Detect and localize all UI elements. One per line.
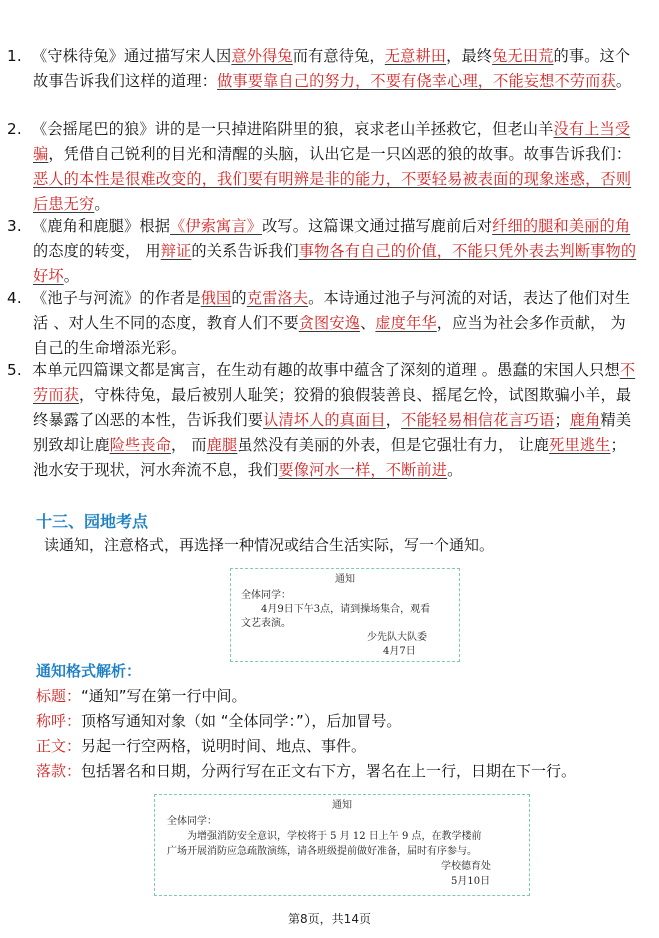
item-number: 4.	[7, 289, 22, 307]
format-row-body	[36, 734, 366, 758]
format-heading: 通知格式解析：	[36, 662, 142, 680]
item-text: ；	[554, 411, 570, 429]
format-text: “通知”写在第一行中间。	[81, 687, 247, 705]
item-text: ，守株待兔，最后被别人耻笑；狡猾的狼假装善良、摇尾乞怜，试图欺骗小羊，最终暴露了凶恶的本性，告诉我们要	[33, 386, 632, 429]
answer-text: 恶人的本性是很难改变的，我们要有明辨是非的能力，不要轻易被表面的现象迷惑，否则后患无穷	[33, 170, 632, 213]
item-text: ，最终	[446, 47, 493, 65]
answer-text: 俄国	[200, 289, 232, 307]
answer-text: 做事要靠自己的努力，不要有侥幸心理，不能妄想不劳而获	[217, 72, 616, 90]
format-row-title	[36, 684, 247, 708]
notice-body-line-2: 文艺表演。	[241, 618, 291, 629]
item-number: 1.	[7, 47, 22, 65]
list-item-4	[7, 286, 637, 361]
item-text: 虽然没有美丽的外表，但是它强壮有力， 让鹿	[237, 436, 550, 454]
item-number: 2.	[7, 120, 22, 138]
item-text: 的态度的转变， 用	[33, 242, 161, 260]
format-text: 另起一行空两格，说明时间、地点、事件。	[81, 737, 367, 755]
answer-text: 没有上当受骗	[33, 120, 631, 163]
item-text: 的事。这个故事告诉我们这样的道理：	[33, 47, 631, 90]
answer-text: 贪图安逸	[298, 314, 361, 332]
item-text: 而有意待兔，	[292, 47, 385, 65]
notice-salutation: 全体同学：	[167, 816, 217, 827]
page-footer: 第8页，共14页	[288, 912, 371, 926]
notice-date: 4月7日	[383, 646, 416, 657]
list-item-2	[7, 117, 637, 217]
format-label: 落款：	[36, 762, 82, 780]
item-text: 《池子与河流》的作者是	[32, 289, 201, 307]
item-text: 的关系告诉我们	[191, 242, 299, 260]
answer-text: 兔无田荒	[492, 47, 554, 65]
item-text: 。	[447, 461, 463, 479]
answer-text: 无意耕田	[384, 47, 447, 65]
answer-text: 纤细的腿和美丽的角	[492, 217, 631, 235]
item-text: 《守株待兔》通过描写宋人因	[32, 47, 232, 65]
item-text: 的	[231, 289, 247, 307]
notice-signer: 少先队大队委	[367, 632, 427, 643]
item-text: 。	[615, 72, 632, 90]
answer-text: 克雷洛夫	[246, 289, 309, 307]
item-text: ，应当为社会多作贡献， 为自己的生命增添光彩。	[33, 314, 626, 357]
answer-text: 意外得兔	[231, 47, 293, 65]
item-text: ，	[385, 411, 402, 429]
answer-text: 险些丧命	[109, 436, 172, 454]
section-intro: 读通知，注意格式，再选择一种情况或结合生活实际，写一个通知。	[44, 536, 495, 554]
item-text: 。本诗通过池子与河流的对话，表达了他们对生活 、对人生不同的态度，教育人们不要	[33, 289, 631, 332]
item-text: 《鹿角和鹿腿》根据	[32, 217, 171, 235]
item-text: 精美别致却让鹿	[33, 411, 632, 454]
format-row-salutation	[36, 709, 401, 733]
item-text: 改写。这篇课文通过描写鹿前后对	[262, 217, 493, 235]
answer-text: 认清坏人的真面目	[263, 411, 386, 429]
notice-title: 通知	[335, 574, 355, 585]
item-number: 5.	[7, 361, 22, 379]
notice-example-2	[154, 794, 530, 896]
answer-text: 要像河水一样，不断前进	[278, 461, 448, 479]
notice-title: 通知	[332, 800, 352, 811]
answer-text: 事物各有自己的价值，不能只凭外表去判断事物的好坏	[33, 242, 637, 285]
section-heading: 十三、园地考点	[36, 512, 149, 531]
notice-signer: 学校德育处	[441, 861, 491, 872]
item-number: 3.	[7, 217, 22, 235]
format-label: 称呼：	[36, 712, 82, 730]
item-text: 《会摇尾巴的狼》讲的是一只掉进陷阱里的狼，哀求老山羊拯救它，但老山羊	[32, 120, 554, 138]
format-text: 顶格写通知对象（如 “全体同学：”），后加冒号。	[81, 712, 402, 730]
format-label: 标题：	[36, 687, 82, 705]
item-text: 。	[94, 195, 110, 213]
item-text: 本单元四篇课文都是寓言，在生动有趣的故事中蕴含了深刻的道理 。愚蠢的宋国人只想	[32, 361, 620, 379]
list-item-1	[7, 44, 637, 94]
answer-text: 不劳而获	[33, 361, 636, 404]
list-item-5	[7, 358, 637, 483]
item-text: ， 而	[171, 436, 207, 454]
answer-text: 鹿腿	[206, 436, 238, 454]
item-text: 、	[360, 314, 376, 332]
notice-salutation: 全体同学：	[241, 590, 291, 601]
notice-date: 5月10日	[451, 876, 491, 887]
format-text: 包括署名和日期，分两行写在正文右下方，署名在上一行，日期在下一行。	[81, 762, 577, 780]
answer-text: 虚度年华	[375, 314, 437, 332]
answer-text: 不能轻易相信花言巧语	[401, 411, 555, 429]
notice-example-1	[230, 568, 460, 662]
answer-text: 《伊索寓言》	[170, 217, 263, 235]
notice-body-line-1: 为增强消防安全意识，学校将于 5 月 12 日上午 9 点，在教学楼前	[187, 831, 482, 842]
format-label: 正文：	[36, 737, 82, 755]
format-row-signature	[36, 759, 576, 783]
item-text: ；池水安于现状，河水奔流不息，我们	[33, 436, 626, 479]
list-item-3	[7, 214, 637, 289]
answer-text: 死里逃生	[549, 436, 611, 454]
answer-text: 鹿角	[569, 411, 601, 429]
answer-text: 辩证	[160, 242, 192, 260]
notice-body-line-1: 4月9日下午3点，请到操场集合，观看	[261, 604, 431, 615]
notice-body-line-2: 广场开展消防应急疏散演练，请各班级提前做好准备，届时有序参与。	[167, 846, 477, 857]
item-text: 。	[63, 267, 80, 285]
item-text: ，凭借自己锐利的目光和清醒的头脑，认出它是一只凶恶的狼的故事。故事告诉我们：	[48, 145, 632, 163]
